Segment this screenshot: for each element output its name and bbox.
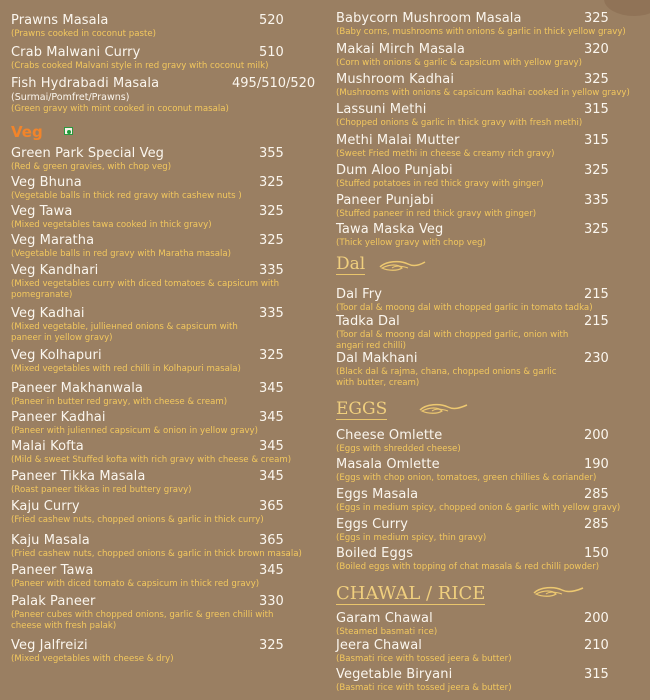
item-name: Paneer Tikka Masala — [11, 469, 146, 484]
item-name: Veg Tawa — [11, 204, 73, 219]
item-name: Cheese Omlette — [336, 428, 443, 443]
item-description: (Stuffed potatoes in red thick gravy with ginger) — [336, 179, 544, 189]
item-name: Jeera Chawal — [336, 638, 422, 653]
item-price: 325 — [584, 72, 609, 87]
item-description: (Toor dal & moong dal with chopped garlic in tomato tadka) — [336, 303, 593, 313]
item-price: 520 — [259, 13, 284, 28]
item-description: (Steamed basmati rice) — [336, 627, 438, 637]
item-price: 230 — [584, 351, 609, 366]
item-name: Lassuni Methi — [336, 102, 427, 117]
item-price: 325 — [259, 204, 284, 219]
item-price: 495/510/520 — [232, 76, 316, 91]
item-description: (Prawns cooked in coconut paste) — [11, 29, 156, 39]
menu-item — [336, 314, 646, 352]
item-price: 510 — [259, 45, 284, 60]
item-price: 285 — [584, 487, 609, 502]
item-description: (Fried cashew nuts, chopped onions & garlic in thick brown masala) — [11, 549, 302, 559]
menu-item — [336, 457, 646, 484]
menu-item — [336, 133, 646, 160]
item-description: (Paneer cubes with chopped onions, garlic & green chilli with cheese with fresh palak) — [11, 610, 274, 631]
menu-item — [11, 348, 321, 375]
item-name: Veg Jalfreizi — [11, 638, 88, 653]
item-description: (Sweet Fried methi in cheese & creamy rich gravy) — [336, 149, 555, 159]
item-description: (Red & green gravies, with chop veg) — [11, 162, 172, 172]
menu-item — [336, 611, 646, 638]
item-name: Mushroom Kadhai — [336, 72, 455, 87]
item-price: 215 — [584, 287, 609, 302]
menu-item — [11, 306, 321, 344]
item-name: Dal Makhani — [336, 351, 418, 366]
item-name: Veg Kandhari — [11, 263, 99, 278]
item-price: 285 — [584, 517, 609, 532]
veg-symbol-icon — [64, 127, 73, 135]
item-description: (Boiled eggs with topping of chat masala & red chilli powder) — [336, 562, 600, 572]
section-heading-rice: CHAWAL / RICE — [336, 583, 486, 604]
item-name: Kaju Curry — [11, 499, 80, 514]
item-description: (Basmati rice with tossed jeera & butter) — [336, 683, 512, 693]
menu-item — [11, 13, 321, 40]
item-name: Tadka Dal — [336, 314, 400, 329]
item-description: (Corn with onions & garlic & capsicum with yellow gravy) — [336, 58, 582, 68]
menu-item — [11, 439, 321, 466]
section-heading-eggs: EGGS — [336, 399, 388, 419]
item-description: (Vegetable balls in thick red gravy with cashew nuts ) — [11, 191, 242, 201]
item-price: 345 — [259, 563, 284, 578]
item-name: Prawns Masala — [11, 13, 109, 28]
menu-item — [336, 42, 646, 69]
item-description: (Paneer in butter red gravy, with cheese & cream) — [11, 397, 228, 407]
menu-item — [11, 469, 321, 496]
item-description: (Mixed vegetable, julliенned onions & capsicum with paneer in yellow gravy) — [11, 322, 238, 343]
item-price: 200 — [584, 428, 609, 443]
item-name: Eggs Masala — [336, 487, 419, 502]
item-name: Veg Bhuna — [11, 175, 82, 190]
item-description: (Thick yellow gravy with chop veg) — [336, 238, 486, 248]
item-price: 325 — [584, 222, 609, 237]
item-description: (Mixed vegetables with cheese & dry) — [11, 654, 174, 664]
item-price: 325 — [259, 638, 284, 653]
item-description: (Mixed vegetables with red chilli in Kolhapuri masala) — [11, 364, 241, 374]
menu-item — [11, 45, 321, 72]
item-name: Palak Paneer — [11, 594, 96, 609]
item-variants: (Surmai/Pomfret/Prawns) — [11, 92, 130, 103]
item-description: (Toor dal & moong dal with chopped garlic, onion with angari red chilli) — [336, 330, 569, 351]
item-price: 330 — [259, 594, 284, 609]
menu-item — [11, 204, 321, 231]
item-price: 345 — [259, 410, 284, 425]
item-name: Makai Mirch Masala — [336, 42, 465, 57]
item-price: 320 — [584, 42, 609, 57]
menu-item — [11, 638, 321, 665]
item-description: (Mixed vegetables tawa cooked in thick gravy) — [11, 220, 212, 230]
item-description: (Crabs cooked Malvani style in red gravy with coconut milk) — [11, 61, 269, 71]
item-name: Kaju Masala — [11, 533, 90, 548]
menu-item — [11, 563, 321, 590]
menu-item — [336, 428, 646, 455]
item-description: (Eggs in medium spicy, thin gravy) — [336, 533, 487, 543]
menu-item — [11, 233, 321, 260]
item-description: (Roast paneer tikkas in red buttery gravy) — [11, 485, 192, 495]
item-price: 345 — [259, 381, 284, 396]
item-description: (Vegetable balls in red gravy with Maratha masala) — [11, 249, 231, 259]
menu-item — [11, 594, 321, 632]
menu-item — [11, 263, 321, 301]
item-name: Crab Malwani Curry — [11, 45, 141, 60]
item-description: (Paneer with diced tomato & capsicum in thick red gravy) — [11, 579, 260, 589]
menu-item — [336, 102, 646, 129]
item-name: Babycorn Mushroom Masala — [336, 11, 522, 26]
flourish-icon — [532, 585, 584, 599]
item-price: 335 — [259, 263, 284, 278]
section-heading-dal: Dal — [336, 254, 366, 274]
menu-item — [336, 638, 646, 665]
flourish-icon — [378, 259, 426, 273]
item-name: Vegetable Biryani — [336, 667, 453, 682]
item-description: (Chopped onions & garlic in thick gravy with fresh methi) — [336, 118, 583, 128]
menu-item — [11, 499, 321, 526]
item-price: 215 — [584, 314, 609, 329]
item-name: Garam Chawal — [336, 611, 433, 626]
item-price: 315 — [584, 102, 609, 117]
item-description: (Eggs with chop onion, tomatoes, green chillies & coriander) — [336, 473, 597, 483]
item-name: Dum Aloo Punjabi — [336, 163, 453, 178]
item-price: 365 — [259, 499, 284, 514]
item-name: Veg Kadhai — [11, 306, 85, 321]
menu-item — [336, 351, 646, 389]
item-name: Fish Hydrabadi Masala — [11, 76, 160, 91]
item-name: Green Park Special Veg — [11, 146, 165, 161]
menu-item — [336, 11, 646, 38]
item-description: (Baby corns, mushrooms with onions & garlic in thick yellow gravy) — [336, 27, 626, 37]
menu-item — [336, 546, 646, 573]
menu-item — [336, 72, 646, 99]
item-price: 210 — [584, 638, 609, 653]
item-price: 355 — [259, 146, 284, 161]
item-name: Tawa Maska Veg — [336, 222, 444, 237]
menu-item — [336, 667, 646, 694]
item-description: (Fried cashew nuts, chopped onions & garlic in thick curry) — [11, 515, 264, 525]
item-name: Masala Omlette — [336, 457, 440, 472]
item-name: Malai Kofta — [11, 439, 84, 454]
menu-item — [11, 381, 321, 408]
item-name: Veg Maratha — [11, 233, 95, 248]
item-description: (Mushrooms with onions & capsicum kadhai cooked in yellow gravy) — [336, 88, 630, 98]
item-price: 325 — [259, 348, 284, 363]
item-name: Paneer Punjabi — [336, 193, 434, 208]
item-price: 190 — [584, 457, 609, 472]
item-name: Veg Kolhapuri — [11, 348, 102, 363]
item-price: 335 — [584, 193, 609, 208]
menu-item — [11, 410, 321, 437]
item-price: 150 — [584, 546, 609, 561]
menu-item — [336, 517, 646, 544]
flourish-icon — [418, 402, 468, 416]
item-name: Methi Malai Mutter — [336, 133, 460, 148]
item-price: 345 — [259, 439, 284, 454]
item-description: (Eggs in medium spicy, chopped onion & garlic with yellow gravy) — [336, 503, 621, 513]
item-description: (Basmati rice with tossed jeera & butter) — [336, 654, 512, 664]
menu-item — [11, 76, 321, 115]
item-price: 325 — [259, 233, 284, 248]
menu-item — [336, 222, 646, 249]
item-description: (Mild & sweet Stuffed kofta with rich gravy with cheese & cream) — [11, 455, 292, 465]
menu-item — [11, 146, 321, 173]
menu-item — [336, 193, 646, 220]
item-name: Dal Fry — [336, 287, 382, 302]
menu-item — [336, 487, 646, 514]
item-description: (Black dal & rajma, chana, chopped onions & garlic with butter, cream) — [336, 367, 557, 388]
menu-item — [11, 533, 321, 560]
item-price: 335 — [259, 306, 284, 321]
menu-item — [11, 175, 321, 202]
item-name: Paneer Kadhai — [11, 410, 106, 425]
item-price: 345 — [259, 469, 284, 484]
item-name: Boiled Eggs — [336, 546, 414, 561]
item-price: 315 — [584, 133, 609, 148]
item-price: 325 — [259, 175, 284, 190]
item-name: Paneer Makhanwala — [11, 381, 143, 396]
item-price: 315 — [584, 667, 609, 682]
section-heading-veg: Veg — [11, 123, 43, 141]
item-name: Paneer Tawa — [11, 563, 94, 578]
item-price: 325 — [584, 163, 609, 178]
item-description: (Stuffed paneer in red thick gravy with ginger) — [336, 209, 537, 219]
item-description: (Mixed vegetables curry with diced tomatoes & capsicum with pomegranate) — [11, 279, 280, 300]
item-name: Eggs Curry — [336, 517, 409, 532]
item-price: 200 — [584, 611, 609, 626]
menu-item — [336, 287, 646, 314]
item-price: 325 — [584, 11, 609, 26]
item-price: 365 — [259, 533, 284, 548]
item-description: (Green gravy with mint cooked in coconut masala) — [11, 104, 229, 114]
item-description: (Eggs with shredded cheese) — [336, 444, 461, 454]
menu-item — [336, 163, 646, 190]
item-description: (Paneer with julienned capsicum & onion in yellow gravy) — [11, 426, 258, 436]
